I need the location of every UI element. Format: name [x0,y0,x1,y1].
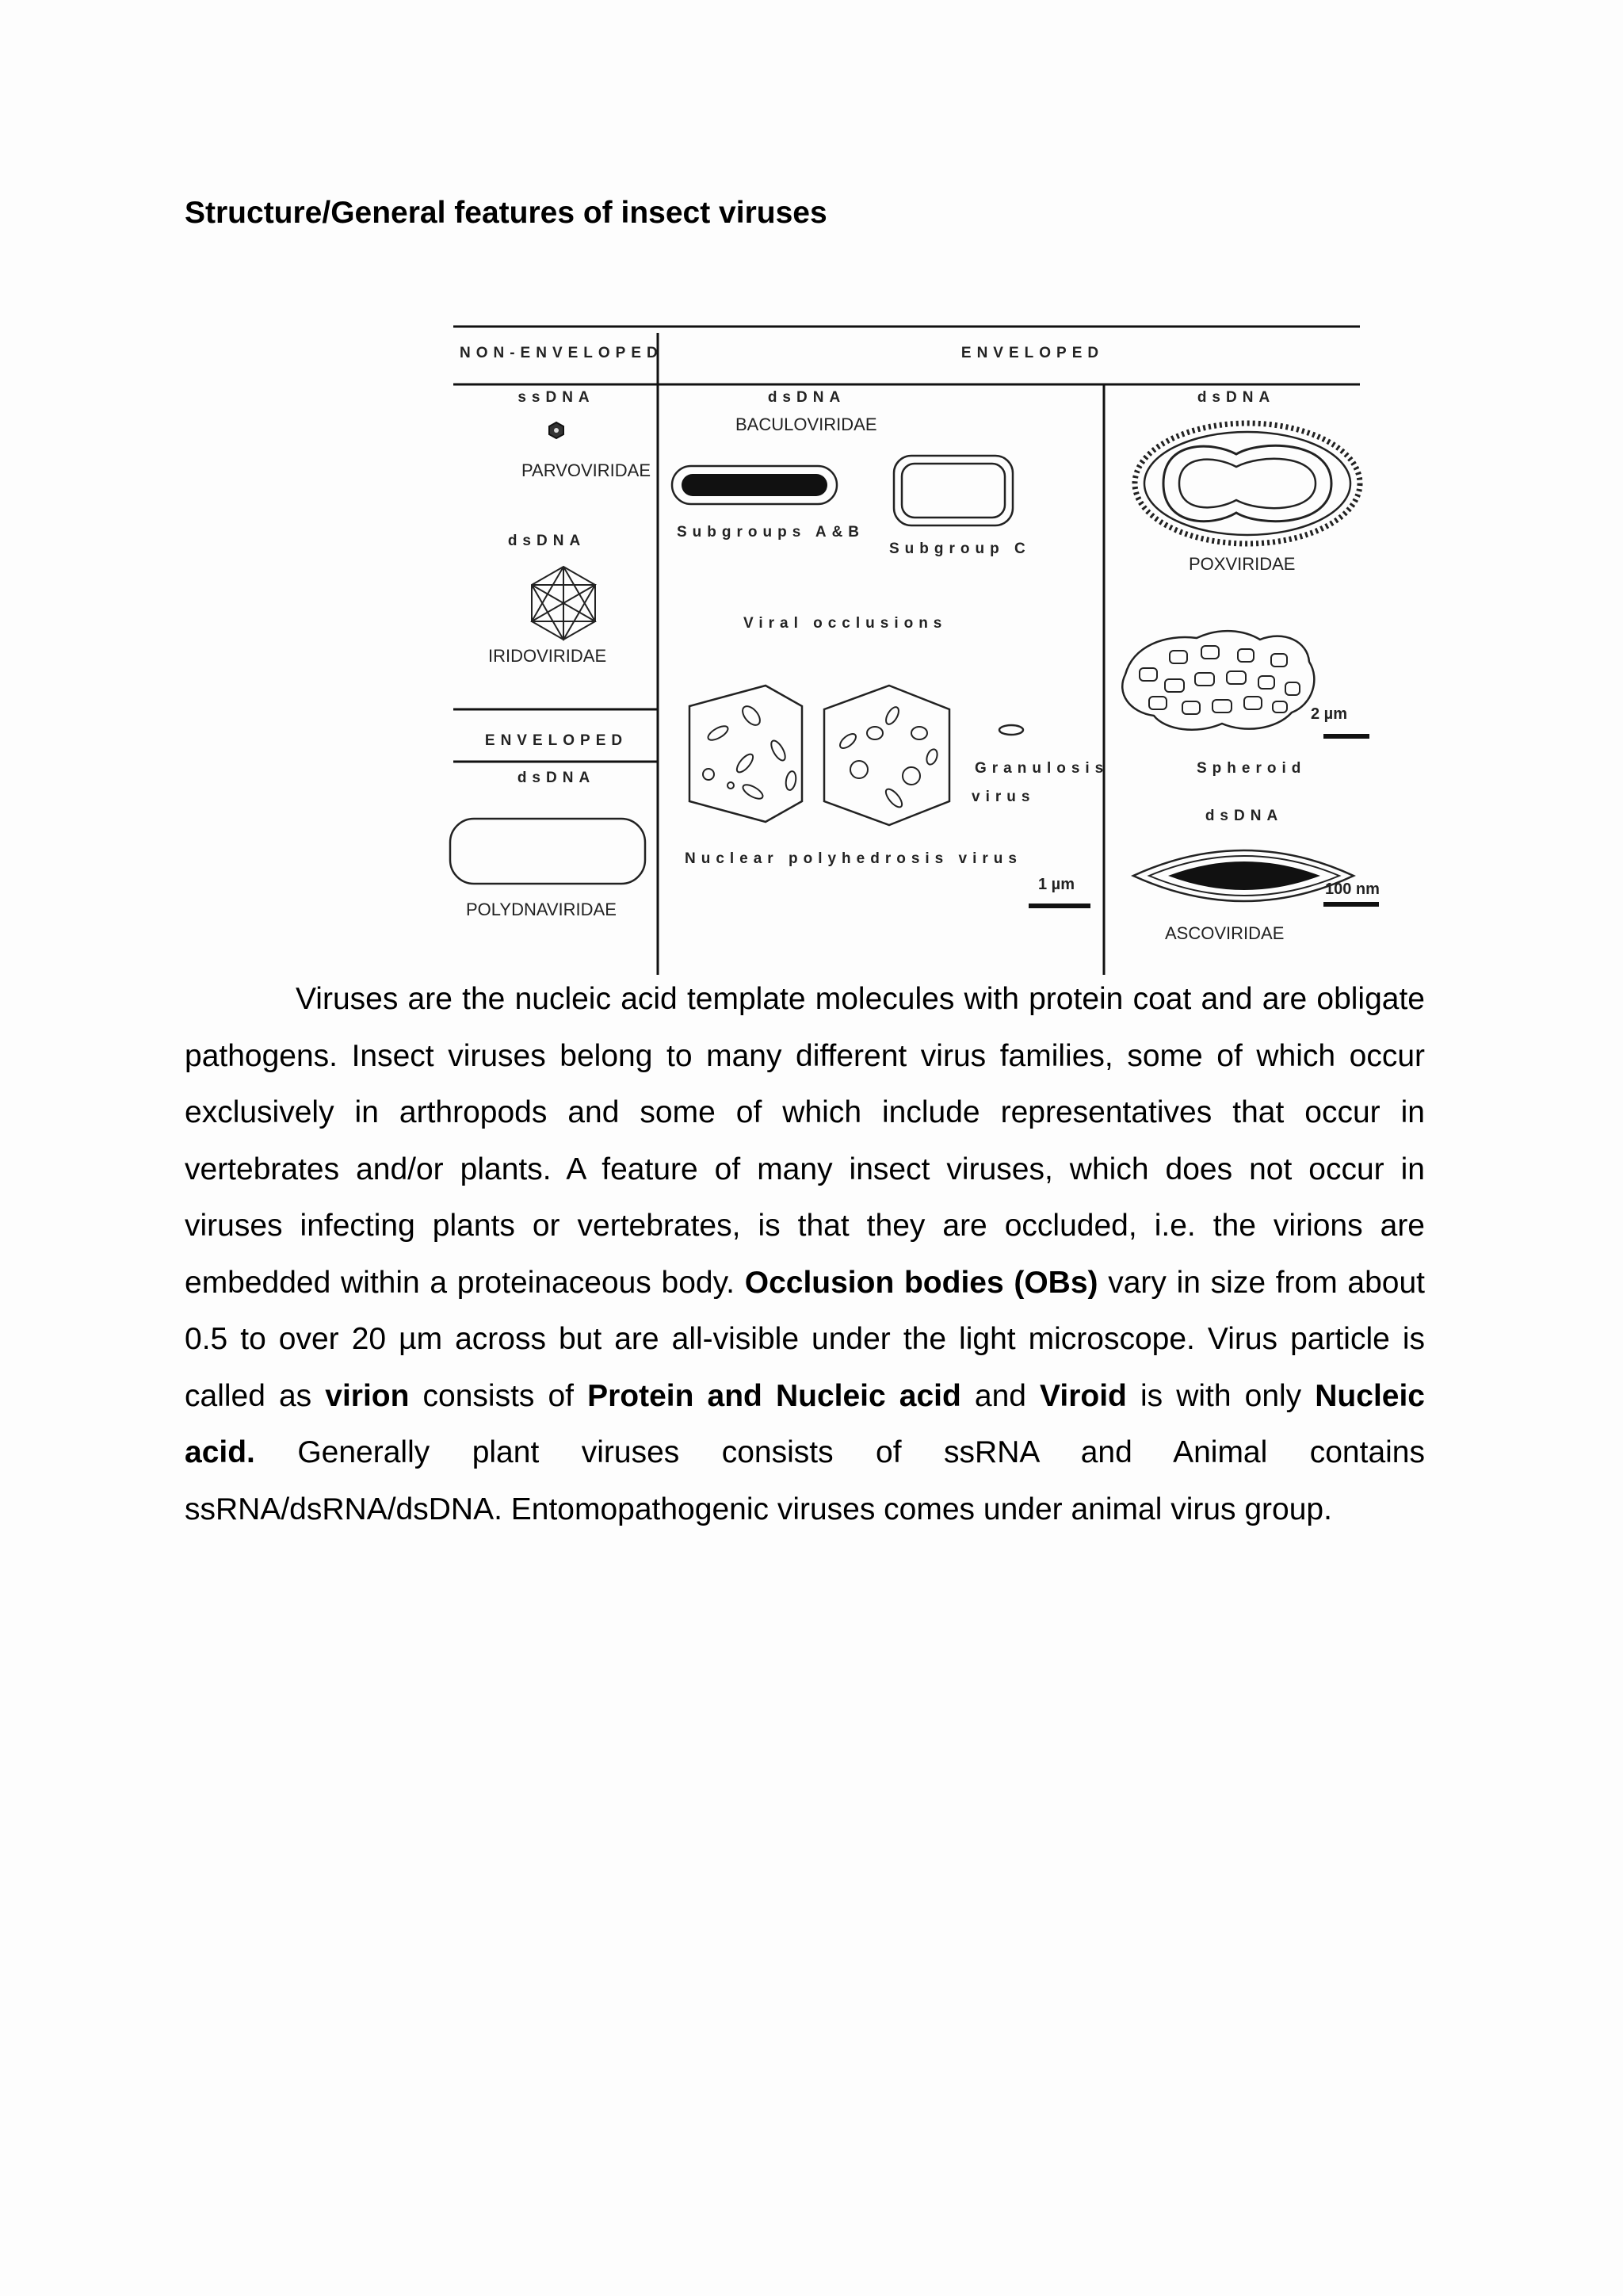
granulosis-label-2: virus [972,789,1036,805]
polyhedron-2-drawing [824,686,949,825]
para-bold-nucleic-acid: Nucleic acid. [185,1378,1425,1469]
spheroid-label: Spheroid [1197,760,1307,777]
polyhedron-1-drawing [689,686,802,822]
page-heading: Structure/General features of insect viruses [185,196,827,230]
para-bold-virion: virion [325,1378,410,1413]
scale-100nm-label: 100 nm [1325,881,1380,898]
col-non-enveloped-label: NON-ENVELOPED [460,345,663,361]
irido-name-label: IRIDOVIRIDAE [488,646,607,666]
para-bold-protein-nucleic-acid: Protein and Nucleic acid [587,1378,961,1413]
para-text-4: and [960,1378,1041,1413]
para-text-1: Viruses are the nucleic acid template molecules with protein coat and are obligate pathogens. Insect viruses belong to many different virus families, some of which occur exclusively in arthropods and some of which include representatives that occur in vertebrates and/or plants. A feature of many insect viruses, which does not occur in viruses infecting plants or vertebrates, is that they are occluded, i.e. the virions are embedded within a proteinaceous body. [185,982,1425,1300]
irido-type-label: dsDNA [507,533,586,549]
granulosis-drawing [999,725,1023,735]
subgroup-c-label: Subgroup C [889,541,1031,557]
scale-2um-label: 2 µm [1311,705,1347,723]
viral-occlusions-label: Viral occlusions [743,615,948,632]
asco-type-label: dsDNA [1205,808,1284,824]
pox-name-label: POXVIRIDAE [1189,554,1296,574]
virus-families-figure [420,313,1387,975]
para-text-3: consists of [409,1378,588,1413]
scale-1um-label: 1 µm [1038,876,1075,893]
parvovirus-drawing [549,422,563,438]
baculo-subgroup-c-drawing [894,456,1013,525]
para-text-5: is with only [1126,1378,1316,1413]
npv-label: Nuclear polyhedrosis virus [685,850,1022,867]
body-paragraph [185,971,1425,1538]
poly-type-label: dsDNA [517,770,596,786]
granulosis-label-1: Granulosis [975,760,1109,777]
pox-type-label: dsDNA [1197,389,1276,406]
asco-name-label: ASCOVIRIDAE [1165,923,1285,943]
parvo-type-label: ssDNA [517,389,595,406]
poly-header-label: ENVELOPED [484,732,628,749]
parvo-name-label: PARVOVIRIDAE [521,460,651,480]
para-text-6: Generally plant viruses consists of ssRNA and Animal contains ssRNA/dsRNA/dsDNA. Entomopathogenic viruses comes under animal virus group. [185,1435,1425,1526]
poly-name-label: POLYDNAVIRIDAE [466,900,617,919]
baculo-subgroups-ab-drawing [672,466,837,504]
ascovirus-drawing [1133,850,1354,901]
para-text-2: vary in size from about 0.5 to over 20 µm across but are all-visible under the light microscope. Virus particle is called as [185,1265,1425,1413]
polydnavirus-drawing [450,819,645,884]
spheroid-drawing [1122,631,1314,730]
baculo-type-label: dsDNA [767,389,846,406]
iridovirus-drawing [532,567,595,640]
col-enveloped-label: ENVELOPED [960,345,1105,361]
para-bold-occlusion-bodies: Occlusion bodies (OBs) [744,1265,1098,1300]
para-bold-viroid: Viroid [1040,1378,1127,1413]
subgroups-ab-label: Subgroups A&B [677,524,865,541]
poxvirus-drawing [1135,423,1360,544]
baculo-name-label: BACULOVIRIDAE [735,415,877,434]
